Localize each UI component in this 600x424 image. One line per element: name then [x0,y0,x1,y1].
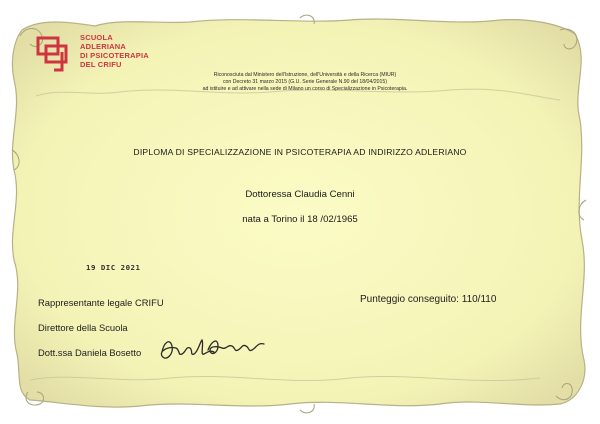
school-name-line: DI PSICOTERAPIA [80,51,149,60]
school-name [80,33,149,69]
director-name: Dott.ssa Daniela Bosetto [38,347,142,358]
recognition-text [140,72,470,93]
school-name-line: DEL CRIFU [80,60,122,69]
school-name-line: SCUOLA [80,33,113,42]
crifu-logo-icon [36,34,76,74]
diploma-title: DIPLOMA DI SPECIALIZZAZIONE IN PSICOTERAPIA AD INDIRIZZO ADLERIANO [133,147,467,157]
recognition-line: Riconosciuta dal Ministero dell'Istruzione, dell'Università e della Ricerca (MIUR) [213,72,397,78]
recognition-line: ad istituire e ad attivare nella sede di Milano un corso di Specializzazione in Psicoterapia. [202,86,408,92]
birth-info: nata a Torino il 18 /02/1965 [242,214,358,225]
final-score: Punteggio conseguito: 110/110 [360,294,497,305]
recognition-line: con Decreto 31 marzo 2015 (G.U. Serie Generale N.90 del 18/04/2015) [222,79,388,85]
date-stamp: 19 DIC 2021 [86,263,141,272]
director-label: Direttore della Scuola [38,322,128,333]
handwritten-signature [150,330,280,370]
school-name-line: ADLERIANA [80,42,126,51]
recipient-name: Dottoressa Claudia Cenni [245,189,355,200]
legal-representative-label: Rappresentante legale CRIFU [38,297,164,308]
